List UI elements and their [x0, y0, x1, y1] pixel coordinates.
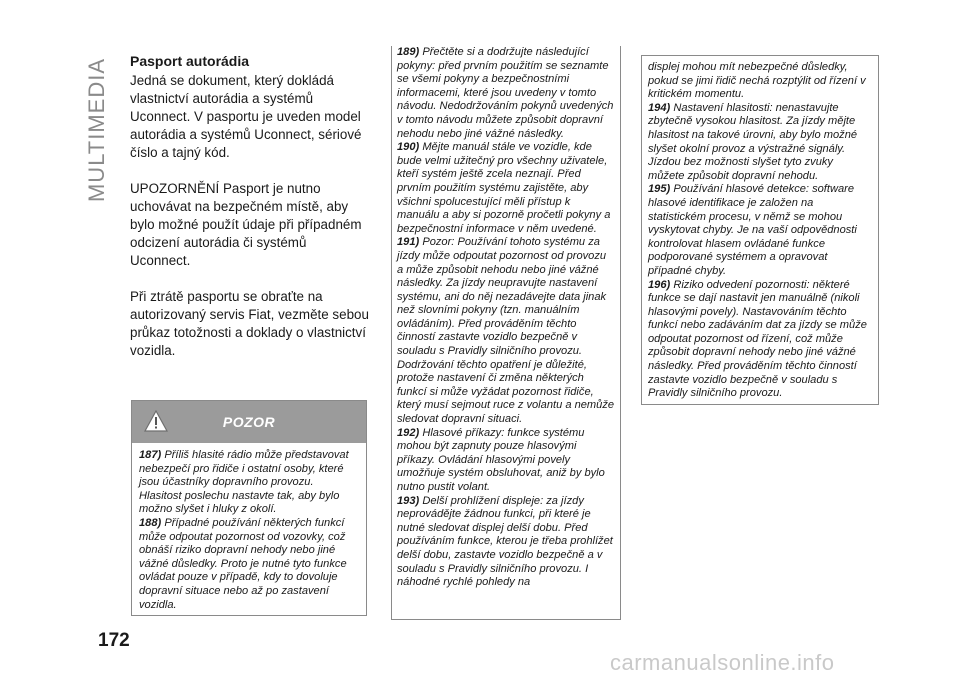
note-text: Případné používání některých funkcí může odpoutat pozornost od vozovky, což obnáší riziko dopravní nehody nebo jiné vážné důsledky. Proto je nutné tyto funkce ovládat pouze v případě, kdy to dovoluje dopravní situace nebo až po zastavení vozidla.	[139, 516, 347, 611]
note-194	[648, 102, 872, 184]
note-text: Riziko odvedení pozornosti: některé funkce se dají nastavit jen manuálně (nikoli hlasovými povely). Nastavováním těchto funkcí nebo zadáváním dat za jízdy se může odpoutat pozornost od řízení, což může způsobit dopravní nehody nebo jiné vážné následky. Před prováděním těchto činností zastavte vozidlo bezpečně v souladu s Pravidly silničního provozu.	[648, 278, 867, 400]
warning-triangle-icon	[144, 410, 168, 432]
warning-body	[132, 443, 366, 618]
note-196	[648, 279, 872, 401]
note-number: 191)	[397, 236, 420, 249]
note-text: Nastavení hlasitosti: nenastavujte zbytečně vysokou hlasitost. Za jízdy mějte hlasitost na takové úrovni, aby bylo možné slyšet okolní provoz a výstražné signály. Jízdou bez možnosti slyšet tyto zvuky můžete způsobit dopravní nehodu.	[648, 101, 858, 182]
note-187	[139, 449, 359, 517]
note-text: Používání hlasové detekce: software hlasové identifikace je založen na statistickém procesu, v němž se mohou vyskytovat chyby. Je na vaší odpovědnosti kontrolovat hlasem ovládané funkce podporované systémem a opravovat případné chyby.	[648, 183, 857, 277]
note-number: 196)	[648, 278, 671, 291]
note-text: Příliš hlasité rádio může představovat nebezpečí pro řidiče i ostatní osoby, které jsou účastníky dopravního provozu. Hlasitost poslechu nastavte tak, aby bylo možno slyšet i hluky z okolí.	[139, 449, 349, 516]
paragraph-intro: Jedná se dokument, který dokládá vlastnictví autorádia a systémů Uconnect. V pasportu je uveden model autorádia a systémů Uconnect, sériové číslo a tajný kód.	[130, 73, 362, 160]
note-189	[397, 46, 615, 141]
note-188	[139, 517, 359, 612]
paragraph-loss: Při ztrátě pasportu se obraťte na autorizovaný servis Fiat, vezměte sebou průkaz totožnosti a doklady o vlastnictví vozidla.	[130, 289, 369, 358]
note-number: 193)	[397, 494, 420, 507]
note-191	[397, 236, 615, 426]
note-number: 194)	[648, 101, 671, 114]
column-main-text	[130, 52, 370, 378]
warning-continuation-box	[391, 46, 621, 620]
note-number: 187)	[139, 449, 162, 461]
note-text: Pozor: Používání tohoto systému za jízdy může odpoutat pozornost od provozu a může způsobit nehodu nebo jiné vážné následky. Za jízdy neupravujte nastavení systému, ani do něj nezadávejte data jinak než slovními pokyny (tzn. manuálním ovládáním). Před prováděním těchto činností zastavte vozidlo bezpečně v souladu s Pravidly silničního provozu. Dodržování těchto opatření je důležité, protože nastavení či změna některých funkcí si může vyžádat pozornost řidiče, který musí sejmout ruce z volantu a nemůže sledovat dopravní situaci.	[397, 236, 615, 426]
note-text: Přečtěte si a dodržujte následující pokyny: před prvním použitím se seznamte se všemi pokyny a bezpečnostními informacemi, které jsou uvedeny v tomto návodu. Nedodržováním pokynů uvedených v tomto návodu můžete způsobit dopravní nehodu nebo jiné vážné následky.	[397, 46, 614, 140]
note-192	[397, 427, 615, 495]
note-number: 188)	[139, 516, 162, 529]
warning-label: POZOR	[222, 414, 276, 430]
note-195	[648, 183, 872, 278]
note-190	[397, 141, 615, 236]
note-lead: displej mohou mít nebezpečné důsledky, pokud se jimi řidič nechá rozptýlit od řízení v kritickém momentu.	[648, 61, 866, 101]
warning-final-box	[641, 55, 879, 405]
paragraph-notice: UPOZORNĚNÍ Pasport je nutno uchovávat na bezpečném místě, aby bylo možné použít údaje při případném odcizení autorádia či systémů Uconnect.	[130, 181, 362, 268]
warning-box	[131, 400, 367, 616]
note-text: Hlasové příkazy: funkce systému mohou být zapnuty pouze hlasovými příkazy. Ovládání hlasovými povely umožňuje systém obsluhovat, aniž by bylo nutno pustit volant.	[397, 426, 605, 493]
section-tab-label: MULTIMEDIA	[84, 57, 110, 203]
section-title: Pasport autorádia	[130, 53, 250, 69]
note-number: 195)	[648, 183, 671, 196]
note-text: Delší prohlížení displeje: za jízdy neprovádějte žádnou funkci, při které je nutné sledovat displej delší dobu. Před používáním funkce, kterou je třeba prohlížet delší dobu, zastavte vozidlo bezpečně a v souladu s Pravidly silničního provozu. I náhodné rychlé pohledy na	[397, 494, 613, 589]
note-193	[397, 495, 615, 590]
note-number: 190)	[397, 141, 420, 154]
page-number: 172	[98, 630, 130, 651]
section-tab	[82, 57, 112, 203]
warning-header	[132, 401, 366, 443]
note-number: 192)	[397, 426, 420, 439]
site-watermark: carmanualsonline.info	[610, 650, 835, 675]
note-number: 189)	[397, 46, 420, 58]
note-text: Mějte manuál stále ve vozidle, kde bude velmi užitečný pro všechny uživatele, kteří systém ještě zcela neznají. Před prvním použitím systému zajistěte, aby všichni spolucestující měli přístup k manuálu a aby si pozorně pročetli pokyny a bezpečnostní informace v něm uvedené.	[397, 141, 611, 235]
